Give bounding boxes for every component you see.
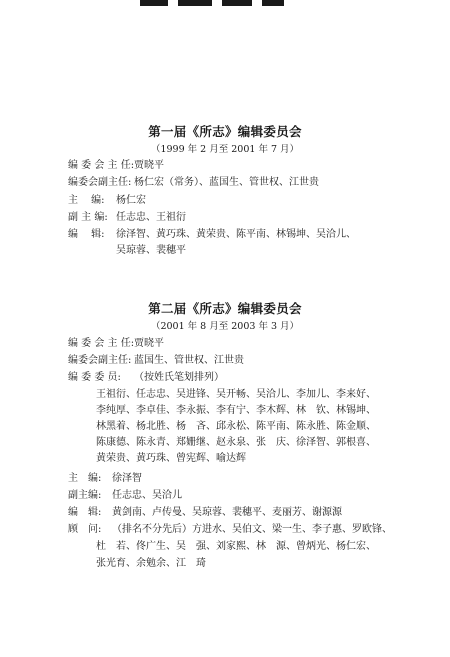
- second-committee-date: （2001 年 8 月至 2003 年 3 月）: [150, 321, 300, 332]
- row-label: 编 委 会 主 任:: [68, 160, 135, 171]
- top-edge-mark: [140, 0, 168, 6]
- row-value: 蓝国生、管世权、江世贵: [134, 355, 244, 366]
- first-row-director: [68, 160, 164, 172]
- first-row-chief-editor: [68, 195, 146, 207]
- row-value: 林黑着、杨北胜、杨 吝、邱永松、陈平南、陈永胜、陈金顺、: [96, 421, 376, 432]
- row-label: 副 主 编:: [68, 212, 108, 223]
- row-value: 徐泽智: [112, 473, 142, 484]
- row-value: 张光育、余勉余、江 琦: [96, 558, 206, 569]
- second-row-members: [96, 437, 376, 449]
- second-row-advisors: [68, 524, 392, 536]
- row-value: 贾晓平: [134, 160, 164, 171]
- row-label: 副主编:: [68, 490, 102, 501]
- first-committee-title: 第一届《所志》编辑委员会: [148, 124, 302, 139]
- row-value: 吴琼蓉、裴穗平: [116, 245, 186, 256]
- second-row-editors: [68, 507, 342, 519]
- row-value: 王祖衍、任志忠、吴进锋、吴开畅、吴洽儿、李加儿、李来好、: [96, 389, 376, 400]
- second-row-vice-director: [68, 355, 244, 367]
- top-edge-mark: [222, 0, 252, 6]
- row-label: 顾 问:: [68, 524, 102, 535]
- row-value: 杨仁宏: [116, 195, 146, 206]
- row-value: 徐泽智、黄巧珠、黄荣贵、陈平南、林锡坤、吴洽儿、: [116, 229, 356, 240]
- row-label: 编 委 委 员:: [68, 372, 121, 383]
- first-row-editors: [68, 229, 356, 241]
- second-row-members: [96, 389, 376, 401]
- row-value: 任志忠、王祖衍: [116, 212, 186, 223]
- second-row-advisors-cont: [96, 541, 376, 553]
- second-row-members: [96, 405, 376, 417]
- first-row-deputy-editor: [68, 212, 186, 224]
- row-label: 主 编:: [68, 195, 105, 206]
- row-value: 黄荣贵、黄巧珠、曾宪辉、喻达辉: [96, 453, 246, 464]
- row-label: 主 编:: [68, 473, 102, 484]
- row-value: 杜 若、佟广生、吴 强、刘家熙、林 源、曾炳光、杨仁宏、: [96, 541, 376, 552]
- row-label: 编 辑:: [68, 229, 105, 240]
- first-row-vice-director: [68, 177, 319, 189]
- first-committee-date: （1999 年 2 月至 2001 年 7 月）: [150, 144, 300, 155]
- row-value: 黄剑南、卢传曼、吴琼蓉、裴穗平、麦丽芳、谢源源: [112, 507, 342, 518]
- second-row-members-label: [68, 372, 224, 384]
- row-value: （按姓氏笔划排列）: [134, 372, 224, 383]
- top-edge-mark: [262, 0, 284, 6]
- row-value: 杨仁宏（常务）、蓝国生、管世权、江世贵: [134, 177, 319, 188]
- second-row-members: [96, 421, 376, 433]
- row-value: 贾晓平: [134, 338, 164, 349]
- row-label: 编 辑:: [68, 507, 102, 518]
- row-label: 编委会副主任:: [68, 355, 132, 366]
- row-label: 编 委 会 主 任:: [68, 338, 135, 349]
- top-edge-mark: [178, 0, 212, 6]
- row-value: 李纯厚、李卓佳、李永振、李有宁、李木辉、林 钦、林锡坤、: [96, 405, 376, 416]
- second-row-members: [96, 453, 246, 465]
- second-committee-title: 第二届《所志》编辑委员会: [148, 301, 302, 316]
- row-label: 编委会副主任:: [68, 177, 132, 188]
- row-value: 陈康德、陈永青、郑姗继、赵永泉、张 庆、徐泽智、郭根喜、: [96, 437, 376, 448]
- first-row-editors-cont: [116, 245, 186, 257]
- row-value: （排名不分先后）方进水、吴伯文、梁一生、李子惠、罗欧锋、: [112, 524, 392, 535]
- row-value: 任志忠、吴洽儿: [112, 490, 182, 501]
- second-row-advisors-cont: [96, 558, 206, 570]
- second-row-chief-editor: [68, 473, 142, 485]
- second-row-director: [68, 338, 164, 350]
- second-row-deputy-editor: [68, 490, 182, 502]
